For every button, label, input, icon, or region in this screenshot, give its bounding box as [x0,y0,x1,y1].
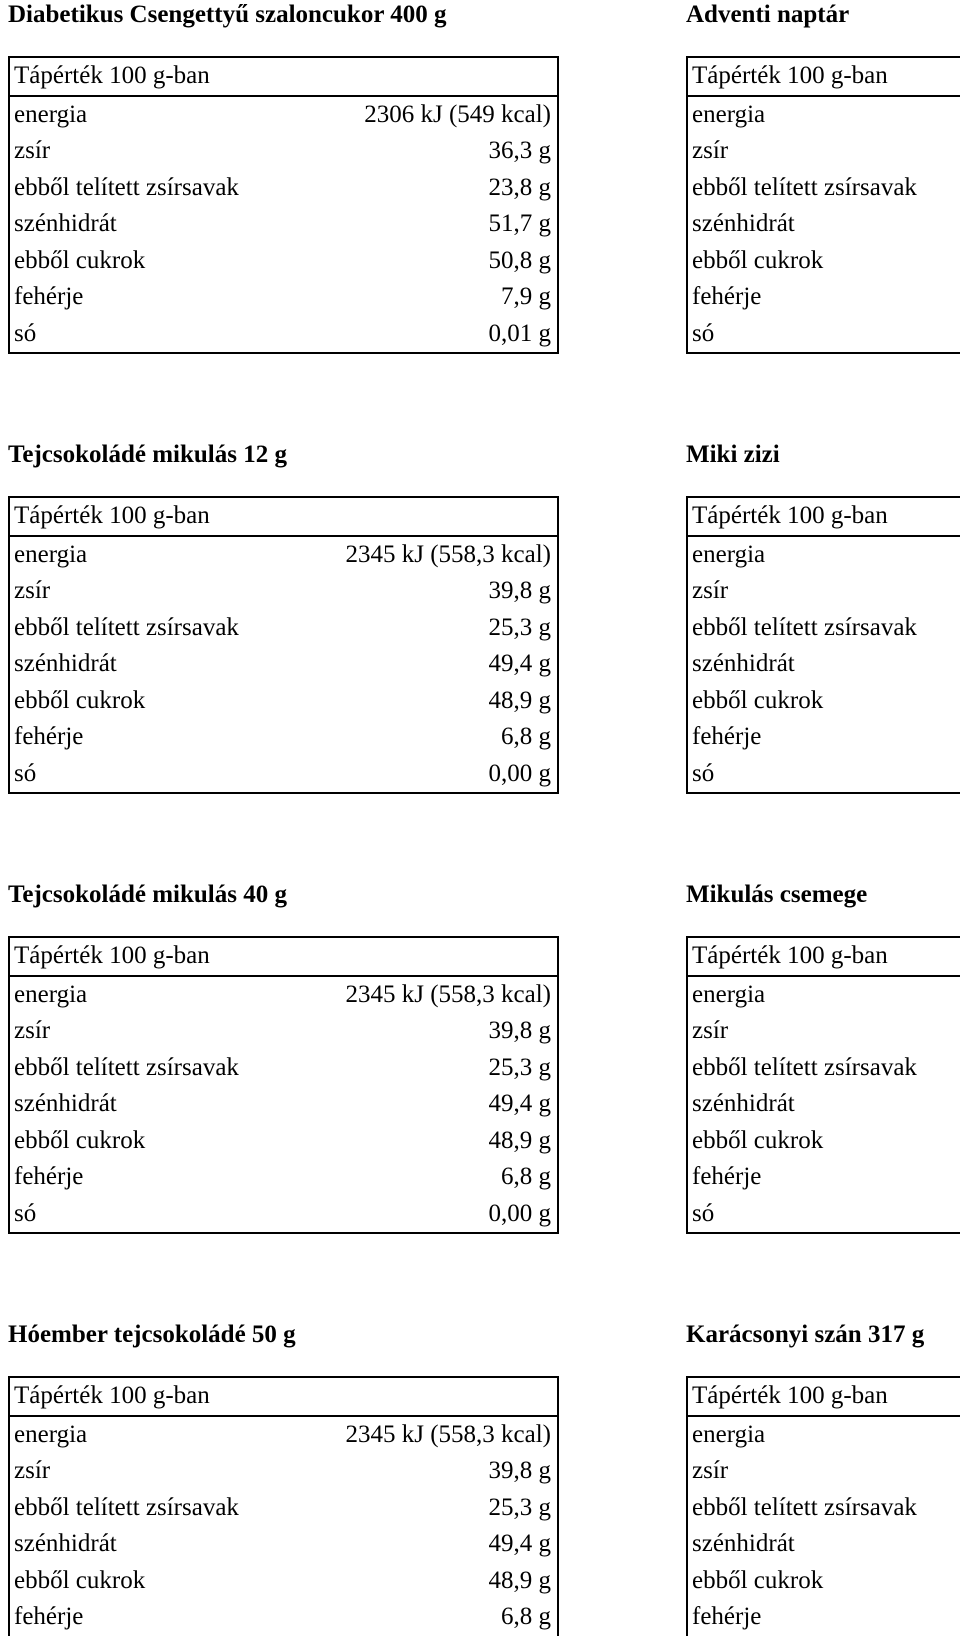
nutrient-label: ebből telített zsírsavak [14,1053,239,1081]
nutrient-value: 6,8 g [501,1603,551,1631]
product-title: Miki zizi [686,441,780,468]
product-block [686,440,960,810]
nutrient-value: 51,7 g [488,210,551,238]
nutrient-value: 48,9 g [488,1126,551,1154]
nutrient-label: zsír [14,1017,51,1045]
table-row [10,1599,557,1636]
table-row [10,1086,557,1123]
nutrient-value: 0,01 g [488,319,551,347]
nutrient-label: zsír [14,577,51,605]
table-row [688,1453,960,1490]
product-title: Adventi naptár [686,1,850,28]
nutrient-label: só [14,1199,37,1227]
table-row [10,133,557,170]
table-row [688,316,960,353]
product-title: Tejcsokoládé mikulás 40 g [8,881,287,908]
table-row [688,243,960,280]
nutrient-label: ebből telített zsírsavak [14,173,239,201]
table-header: Tápérték 100 g-ban [692,1382,888,1410]
nutrient-label: energia [14,100,88,128]
table-row [688,1490,960,1527]
table-row [10,1526,557,1563]
table-row [688,756,960,793]
nutrient-label: energia [14,1420,88,1448]
table-header-row [688,1378,960,1417]
nutrient-label: szénhidrát [692,210,795,238]
nutrient-value: 49,4 g [488,1090,551,1118]
nutrient-label: fehérje [14,723,84,751]
nutrient-label: ebből cukrok [692,1566,824,1594]
table-header: Tápérték 100 g-ban [14,942,210,970]
table-row [688,1013,960,1050]
table-row [10,537,557,574]
nutrient-value: 25,3 g [488,1053,551,1081]
nutrient-label: szénhidrát [692,650,795,678]
nutrition-table [686,936,960,1234]
nutrient-value: 39,8 g [488,577,551,605]
nutrient-value: 49,4 g [488,1530,551,1558]
product-title: Tejcsokoládé mikulás 12 g [8,441,287,468]
table-header-row [688,58,960,97]
nutrient-label: energia [14,540,88,568]
nutrition-table [686,496,960,794]
nutrient-label: szénhidrát [14,1530,117,1558]
nutrient-label: ebből telített zsírsavak [692,1053,917,1081]
table-header-row [688,938,960,977]
nutrient-value: 25,3 g [488,613,551,641]
table-row [10,646,557,683]
nutrient-label: szénhidrát [692,1530,795,1558]
nutrient-label: ebből cukrok [692,246,824,274]
nutrient-label: só [14,759,37,787]
product-title: Hóember tejcsokoládé 50 g [8,1321,296,1348]
nutrition-table [8,1376,559,1636]
nutrient-label: ebből cukrok [14,246,146,274]
table-row [688,1563,960,1600]
table-row [688,133,960,170]
table-row [688,683,960,720]
nutrient-value: 23,8 g [488,173,551,201]
nutrient-label: ebből telített zsírsavak [14,1493,239,1521]
table-row [688,1417,960,1454]
table-header-row [10,58,557,97]
nutrient-label: szénhidrát [14,210,117,238]
table-row [688,573,960,610]
nutrient-label: szénhidrát [14,1090,117,1118]
table-row [688,1086,960,1123]
product-block [686,880,960,1250]
nutrient-value: 2345 kJ (558,3 kcal) [345,1420,551,1448]
table-header-row [10,498,557,537]
nutrient-value: 50,8 g [488,246,551,274]
nutrient-label: fehérje [692,1163,762,1191]
nutrient-label: zsír [692,1457,729,1485]
table-row [10,1453,557,1490]
product-title: Karácsonyi szán 317 g [686,1321,925,1348]
table-row [688,1526,960,1563]
nutrient-label: ebből telített zsírsavak [14,613,239,641]
nutrient-label: energia [692,100,766,128]
table-row [10,170,557,207]
nutrient-value: 0,00 g [488,1199,551,1227]
nutrient-label: só [692,1199,715,1227]
nutrient-value: 7,9 g [501,283,551,311]
table-row [688,977,960,1014]
table-row [688,97,960,134]
nutrient-label: zsír [14,1457,51,1485]
table-header: Tápérték 100 g-ban [14,62,210,90]
product-title: Mikulás csemege [686,881,868,908]
nutrition-table [686,56,960,354]
nutrition-table [686,1376,960,1636]
table-row [10,97,557,134]
nutrient-value: 39,8 g [488,1017,551,1045]
nutrient-value: 2306 kJ (549 kcal) [364,100,551,128]
table-row [10,1013,557,1050]
nutrient-label: fehérje [692,283,762,311]
table-row [10,1490,557,1527]
table-row [10,206,557,243]
table-header: Tápérték 100 g-ban [692,62,888,90]
nutrient-label: zsír [692,137,729,165]
table-row [688,537,960,574]
table-row [688,646,960,683]
table-row [688,206,960,243]
table-row [10,1159,557,1196]
nutrient-label: fehérje [14,283,84,311]
nutrient-label: só [692,319,715,347]
nutrient-value: 49,4 g [488,650,551,678]
table-row [10,1417,557,1454]
nutrient-value: 36,3 g [488,137,551,165]
table-row [10,756,557,793]
nutrient-label: energia [692,1420,766,1448]
nutrient-label: zsír [692,577,729,605]
nutrient-label: ebből cukrok [14,686,146,714]
table-row [10,610,557,647]
nutrient-value: 48,9 g [488,686,551,714]
nutrient-value: 39,8 g [488,1457,551,1485]
nutrition-table [8,936,559,1234]
nutrient-label: zsír [14,137,51,165]
nutrient-value: 6,8 g [501,723,551,751]
table-header: Tápérték 100 g-ban [692,942,888,970]
table-row [688,1196,960,1233]
table-row [688,279,960,316]
nutrient-label: ebből cukrok [692,1126,824,1154]
product-block [686,0,960,370]
table-row [688,719,960,756]
nutrient-label: ebből cukrok [692,686,824,714]
table-row [688,1123,960,1160]
nutrient-label: fehérje [14,1163,84,1191]
product-title: Diabetikus Csengettyű szaloncukor 400 g [8,1,447,28]
nutrient-label: ebből telített zsírsavak [692,1493,917,1521]
nutrient-value: 2345 kJ (558,3 kcal) [345,980,551,1008]
table-row [10,1123,557,1160]
nutrient-label: szénhidrát [692,1090,795,1118]
nutrient-label: só [692,759,715,787]
nutrition-table [8,56,559,354]
nutrient-label: ebből cukrok [14,1566,146,1594]
table-row [10,977,557,1014]
nutrient-value: 2345 kJ (558,3 kcal) [345,540,551,568]
nutrient-label: só [14,319,37,347]
table-row [10,1563,557,1600]
table-row [10,1050,557,1087]
nutrient-label: ebből cukrok [14,1126,146,1154]
table-row [688,1050,960,1087]
nutrient-value: 48,9 g [488,1566,551,1594]
table-header: Tápérték 100 g-ban [14,502,210,530]
table-row [688,1599,960,1636]
table-row [688,610,960,647]
nutrient-label: fehérje [692,723,762,751]
nutrient-label: energia [14,980,88,1008]
table-row [688,1159,960,1196]
table-row [10,719,557,756]
nutrient-label: fehérje [14,1603,84,1631]
nutrition-table [8,496,559,794]
table-header-row [688,498,960,537]
product-block [686,1320,960,1650]
table-header: Tápérték 100 g-ban [692,502,888,530]
table-row [10,1196,557,1233]
table-row [10,683,557,720]
nutrient-label: ebből telített zsírsavak [692,173,917,201]
table-row [10,573,557,610]
table-header: Tápérték 100 g-ban [14,1382,210,1410]
nutrient-value: 6,8 g [501,1163,551,1191]
table-header-row [10,938,557,977]
table-row [10,316,557,353]
nutrient-label: zsír [692,1017,729,1045]
nutrient-label: energia [692,540,766,568]
table-row [688,170,960,207]
table-header-row [10,1378,557,1417]
nutrient-value: 0,00 g [488,759,551,787]
nutrient-label: energia [692,980,766,1008]
nutrient-value: 25,3 g [488,1493,551,1521]
nutrient-label: ebből telített zsírsavak [692,613,917,641]
nutrient-label: fehérje [692,1603,762,1631]
table-row [10,243,557,280]
table-row [10,279,557,316]
nutrient-label: szénhidrát [14,650,117,678]
